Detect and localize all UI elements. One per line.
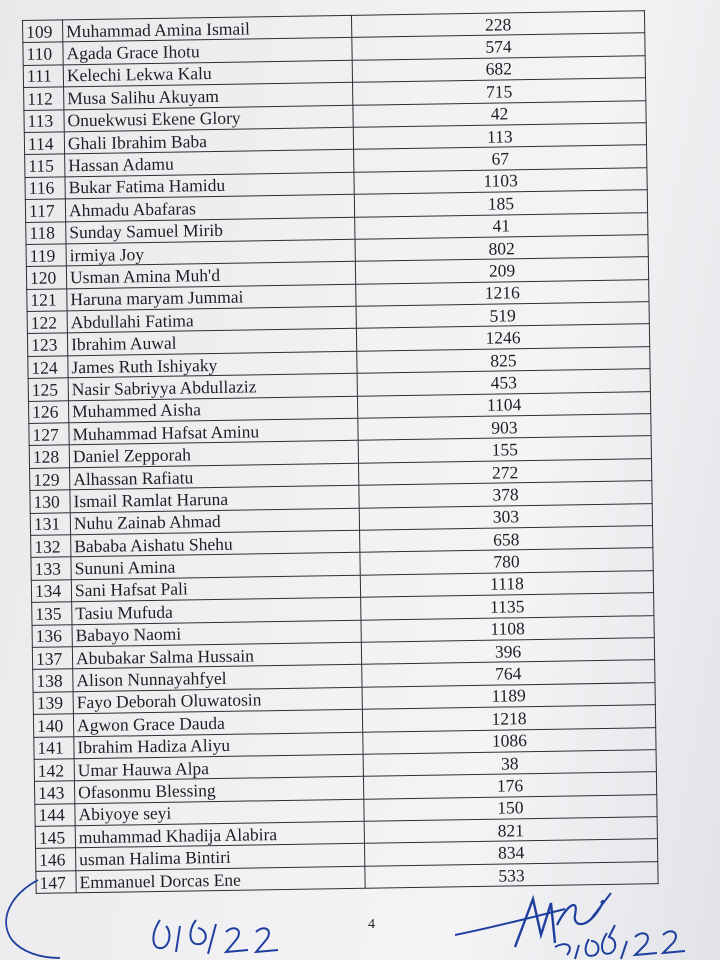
- score-cell: 396: [361, 638, 654, 665]
- row-number-cell: 142: [34, 759, 74, 782]
- score-cell: 1118: [360, 570, 653, 597]
- score-cell: 825: [357, 347, 650, 374]
- score-cell: 519: [356, 302, 649, 329]
- row-number-cell: 120: [26, 266, 66, 289]
- row-number-cell: 119: [26, 244, 66, 267]
- page-number: 4: [368, 917, 375, 932]
- score-cell: 1135: [361, 593, 654, 620]
- score-cell: 209: [355, 257, 648, 284]
- row-number-cell: 113: [24, 109, 64, 132]
- student-name-cell: Alison Nunnayahfyel: [73, 665, 362, 692]
- student-name-cell: Umar Hauwa Alpa: [74, 754, 363, 781]
- row-number-cell: 125: [28, 378, 68, 401]
- row-number-cell: 132: [31, 535, 71, 558]
- student-name-cell: Ofasonmu Blessing: [74, 777, 363, 804]
- student-name-cell: Fayo Deborah Oluwatosin: [73, 687, 362, 714]
- student-name-cell: Ibrahim Auwal: [67, 329, 356, 356]
- row-number-cell: 136: [32, 624, 72, 647]
- row-number-cell: 141: [34, 736, 74, 759]
- row-number-cell: 124: [28, 356, 68, 379]
- row-number-cell: 118: [26, 221, 66, 244]
- score-cell: 1104: [357, 391, 650, 418]
- row-number-cell: 137: [32, 647, 72, 670]
- row-number-cell: 134: [31, 580, 71, 603]
- score-cell: 1086: [363, 727, 656, 754]
- results-table: [22, 10, 659, 894]
- student-name-cell: Ahmadu Abafaras: [65, 194, 354, 221]
- student-name-cell: usman Halima Bintiri: [76, 844, 365, 871]
- row-number-cell: 122: [27, 311, 67, 334]
- student-name-cell: Musa Salihu Akuyam: [64, 82, 353, 109]
- score-cell: 533: [365, 861, 658, 888]
- score-cell: 780: [360, 548, 653, 575]
- student-name-cell: muhammad Khadija Alabira: [75, 821, 364, 848]
- score-cell: 1246: [356, 324, 649, 351]
- student-name-cell: Abdullahi Fatima: [67, 306, 356, 333]
- student-name-cell: Abubakar Salma Hussain: [72, 642, 361, 669]
- student-name-cell: Tasiu Mufuda: [72, 597, 361, 624]
- student-name-cell: Nasir Sabriyya Abdullaziz: [68, 374, 357, 401]
- score-cell: 453: [357, 369, 650, 396]
- student-name-cell: Abiyoye seyi: [75, 799, 364, 826]
- score-cell: 658: [360, 526, 653, 553]
- score-cell: 38: [363, 750, 656, 777]
- score-cell: 1103: [354, 167, 647, 194]
- row-number-cell: 109: [23, 20, 63, 43]
- student-name-cell: Muhammed Aisha: [68, 396, 357, 423]
- row-number-cell: 112: [24, 87, 64, 110]
- score-cell: 1218: [362, 705, 655, 732]
- score-cell: 41: [355, 212, 648, 239]
- row-number-cell: 143: [34, 781, 74, 804]
- student-name-cell: Hassan Adamu: [65, 150, 354, 177]
- student-name-cell: Bukar Fatima Hamidu: [65, 172, 354, 199]
- student-name-cell: Bababa Aishatu Shehu: [71, 530, 360, 557]
- score-cell: 113: [353, 123, 646, 150]
- row-number-cell: 139: [33, 691, 73, 714]
- row-number-cell: 123: [27, 333, 67, 356]
- score-cell: 764: [362, 660, 655, 687]
- row-number-cell: 129: [30, 468, 70, 491]
- left-signature-icon: [0, 840, 300, 960]
- row-number-cell: 138: [33, 669, 73, 692]
- student-name-cell: Kelechi Lekwa Kalu: [63, 60, 352, 87]
- score-cell: 903: [358, 414, 651, 441]
- row-number-cell: 115: [25, 154, 65, 177]
- student-name-cell: Agada Grace Ihotu: [63, 38, 352, 65]
- score-cell: 185: [354, 190, 647, 217]
- student-name-cell: Haruna maryam Jummai: [67, 284, 356, 311]
- row-number-cell: 147: [36, 871, 76, 894]
- row-number-cell: 110: [23, 42, 63, 65]
- row-number-cell: 121: [27, 289, 67, 312]
- student-name-cell: Nuhu Zainab Ahmad: [70, 508, 359, 535]
- row-number-cell: 126: [28, 400, 68, 423]
- results-table-wrapper: [22, 10, 659, 894]
- score-cell: 176: [363, 772, 656, 799]
- row-number-cell: 145: [35, 826, 75, 849]
- student-name-cell: Alhassan Rafiatu: [70, 463, 359, 490]
- score-cell: 303: [359, 503, 652, 530]
- student-name-cell: Agwon Grace Dauda: [73, 709, 362, 736]
- row-number-cell: 144: [35, 803, 75, 826]
- score-cell: 682: [352, 55, 645, 82]
- student-name-cell: Usman Amina Muh'd: [66, 262, 355, 289]
- student-name-cell: Emmanuel Dorcas Ene: [76, 866, 365, 893]
- row-number-cell: 117: [25, 199, 65, 222]
- score-cell: 715: [353, 78, 646, 105]
- student-name-cell: Sunday Samuel Mirib: [66, 217, 355, 244]
- student-name-cell: Sani Hafsat Pali: [71, 575, 360, 602]
- student-name-cell: Ibrahim Hadiza Aliyu: [74, 732, 363, 759]
- score-cell: 574: [352, 33, 645, 60]
- score-cell: 1108: [361, 615, 654, 642]
- score-cell: 42: [353, 100, 646, 127]
- row-number-cell: 146: [36, 848, 76, 871]
- score-cell: 228: [351, 11, 644, 38]
- row-number-cell: 127: [29, 423, 69, 446]
- student-name-cell: Babayo Naomi: [72, 620, 361, 647]
- score-cell: 272: [359, 458, 652, 485]
- student-name-cell: Muhammad Amina Ismail: [63, 15, 352, 42]
- row-number-cell: 116: [25, 177, 65, 200]
- row-number-cell: 130: [30, 490, 70, 513]
- student-name-cell: Onuekwusi Ekene Glory: [64, 105, 353, 132]
- score-cell: 802: [355, 235, 648, 262]
- row-number-cell: 131: [30, 512, 70, 535]
- student-name-cell: Muhammad Hafsat Aminu: [69, 418, 358, 445]
- score-cell: 150: [364, 794, 657, 821]
- score-cell: 67: [354, 145, 647, 172]
- row-number-cell: 128: [29, 445, 69, 468]
- score-cell: 821: [364, 817, 657, 844]
- row-number-cell: 114: [24, 132, 64, 155]
- row-number-cell: 135: [32, 602, 72, 625]
- student-name-cell: Daniel Zepporah: [69, 441, 358, 468]
- score-cell: 155: [358, 436, 651, 463]
- row-number-cell: 140: [33, 714, 73, 737]
- student-name-cell: James Ruth Ishiyaky: [68, 351, 357, 378]
- score-cell: 378: [359, 481, 652, 508]
- student-name-cell: Ghali Ibrahim Baba: [64, 127, 353, 154]
- student-name-cell: Sununi Amina: [71, 553, 360, 580]
- right-signature-icon: [455, 885, 720, 960]
- score-cell: 1189: [362, 682, 655, 709]
- student-name-cell: Ismail Ramlat Haruna: [70, 485, 359, 512]
- results-table-body: [23, 11, 659, 894]
- row-number-cell: 111: [23, 65, 63, 88]
- score-cell: 834: [364, 839, 657, 866]
- row-number-cell: 133: [31, 557, 71, 580]
- score-cell: 1216: [356, 279, 649, 306]
- student-name-cell: irmiya Joy: [66, 239, 355, 266]
